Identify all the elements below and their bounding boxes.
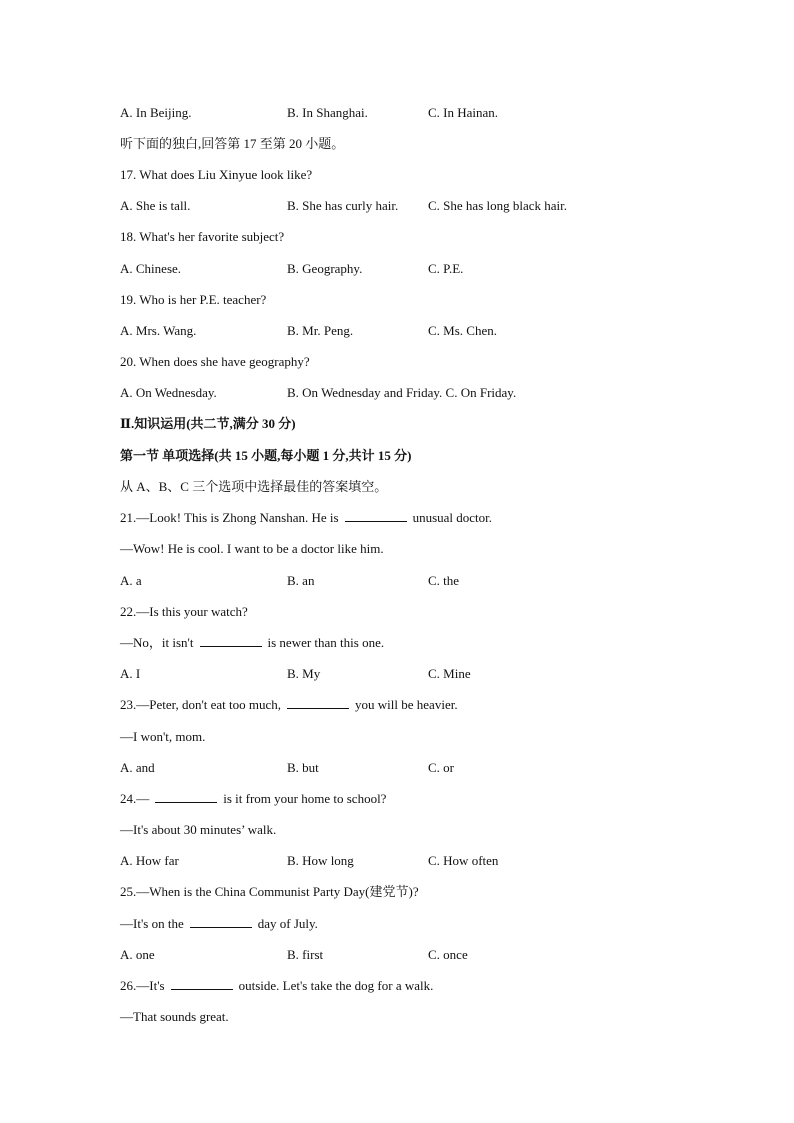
option-c: C. Ms. Chen. xyxy=(428,323,497,338)
question-text-after: unusual doctor. xyxy=(412,510,493,525)
text-line: 18. What's her favorite subject? xyxy=(120,229,285,244)
question-text-after: outside. Let's take the dog for a walk. xyxy=(238,978,434,993)
question-text-before: 24.— xyxy=(120,791,150,806)
answer-blank xyxy=(345,510,407,522)
answer-blank xyxy=(200,635,262,647)
question-text-before: 23.—Peter, don't eat too much, xyxy=(120,697,282,712)
text-line: 19. Who is her P.E. teacher? xyxy=(120,292,267,307)
option-a: A. Chinese. xyxy=(120,261,182,276)
text-line: 从 A、B、C 三个选项中选择最佳的答案填空。 xyxy=(120,479,388,494)
text-line: —It's about 30 minutes’ walk. xyxy=(120,822,277,837)
question-text-after: is newer than this one. xyxy=(267,635,385,650)
option-b: B. first xyxy=(287,947,324,962)
option-c: C. or xyxy=(428,760,454,775)
question-text-before: —It's on the xyxy=(120,916,184,931)
option-b: B. My xyxy=(287,666,321,681)
text-line: 22.—Is this your watch? xyxy=(120,604,248,619)
option-c: C. She has long black hair. xyxy=(428,198,568,213)
answer-blank xyxy=(171,978,233,990)
answer-blank xyxy=(190,916,252,928)
answer-options xyxy=(120,105,680,121)
question-with-blank xyxy=(120,791,386,807)
question-text-after: day of July. xyxy=(257,916,318,931)
question-with-blank xyxy=(120,978,433,994)
option-a: A. a xyxy=(120,573,142,588)
option-a: A. Mrs. Wang. xyxy=(120,323,197,338)
answer-blank xyxy=(287,697,349,709)
option-c: C. once xyxy=(428,947,468,962)
question-text-before: —No，it isn't xyxy=(120,635,194,650)
question-text-before: 26.—It's xyxy=(120,978,165,993)
question-with-blank xyxy=(120,510,492,526)
answer-options xyxy=(120,573,680,589)
option-b: B. She has curly hair. xyxy=(287,198,399,213)
text-line: 听下面的独白,回答第 17 至第 20 小题。 xyxy=(120,136,345,151)
option-a: A. I xyxy=(120,666,141,681)
answer-options xyxy=(120,261,680,277)
question-text-before: 21.—Look! This is Zhong Nanshan. He is xyxy=(120,510,339,525)
question-with-blank xyxy=(120,635,384,651)
answer-options xyxy=(120,666,680,682)
option-a: A. How far xyxy=(120,853,179,868)
option-a: A. one xyxy=(120,947,155,962)
question-text-after: is it from your home to school? xyxy=(223,791,387,806)
section-heading: 第一节 单项选择(共 15 小题,每小题 1 分,共计 15 分) xyxy=(120,448,412,463)
option-a: A. In Beijing. xyxy=(120,105,192,120)
option-a: A. On Wednesday. xyxy=(120,385,217,400)
option-b: B. Mr. Peng. xyxy=(287,323,354,338)
question-with-blank xyxy=(120,916,318,932)
option-b: B. an xyxy=(287,573,315,588)
text-line: —Wow! He is cool. I want to be a doctor like him. xyxy=(120,541,384,556)
answer-options xyxy=(120,853,680,869)
text-line: 17. What does Liu Xinyue look like? xyxy=(120,167,313,182)
answer-options xyxy=(120,385,680,401)
answer-options xyxy=(120,760,680,776)
question-text-after: you will be heavier. xyxy=(355,697,458,712)
option-c: C. How often xyxy=(428,853,499,868)
answer-options xyxy=(120,323,680,339)
answer-options xyxy=(120,947,680,963)
option-b: B. but xyxy=(287,760,319,775)
option-a: A. She is tall. xyxy=(120,198,191,213)
option-b: B. How long xyxy=(287,853,354,868)
option-b: B. Geography. xyxy=(287,261,363,276)
text-line: 25.—When is the China Communist Party Day(建党节)? xyxy=(120,884,419,899)
section-heading: Ⅱ.知识运用(共二节,满分 30 分) xyxy=(120,416,296,431)
answer-options xyxy=(120,198,680,214)
text-line: —I won't, mom. xyxy=(120,729,206,744)
answer-blank xyxy=(155,791,217,803)
option-c: C. Mine xyxy=(428,666,471,681)
option-c: C. P.E. xyxy=(428,261,464,276)
option-b: B. In Shanghai. xyxy=(287,105,368,120)
option-c: C. In Hainan. xyxy=(428,105,499,120)
text-line: 20. When does she have geography? xyxy=(120,354,310,369)
option-c: C. the xyxy=(428,573,460,588)
question-with-blank xyxy=(120,697,458,713)
text-line: —That sounds great. xyxy=(120,1009,229,1024)
option-b: B. On Wednesday and Friday. C. On Friday. xyxy=(287,385,517,400)
option-a: A. and xyxy=(120,760,155,775)
